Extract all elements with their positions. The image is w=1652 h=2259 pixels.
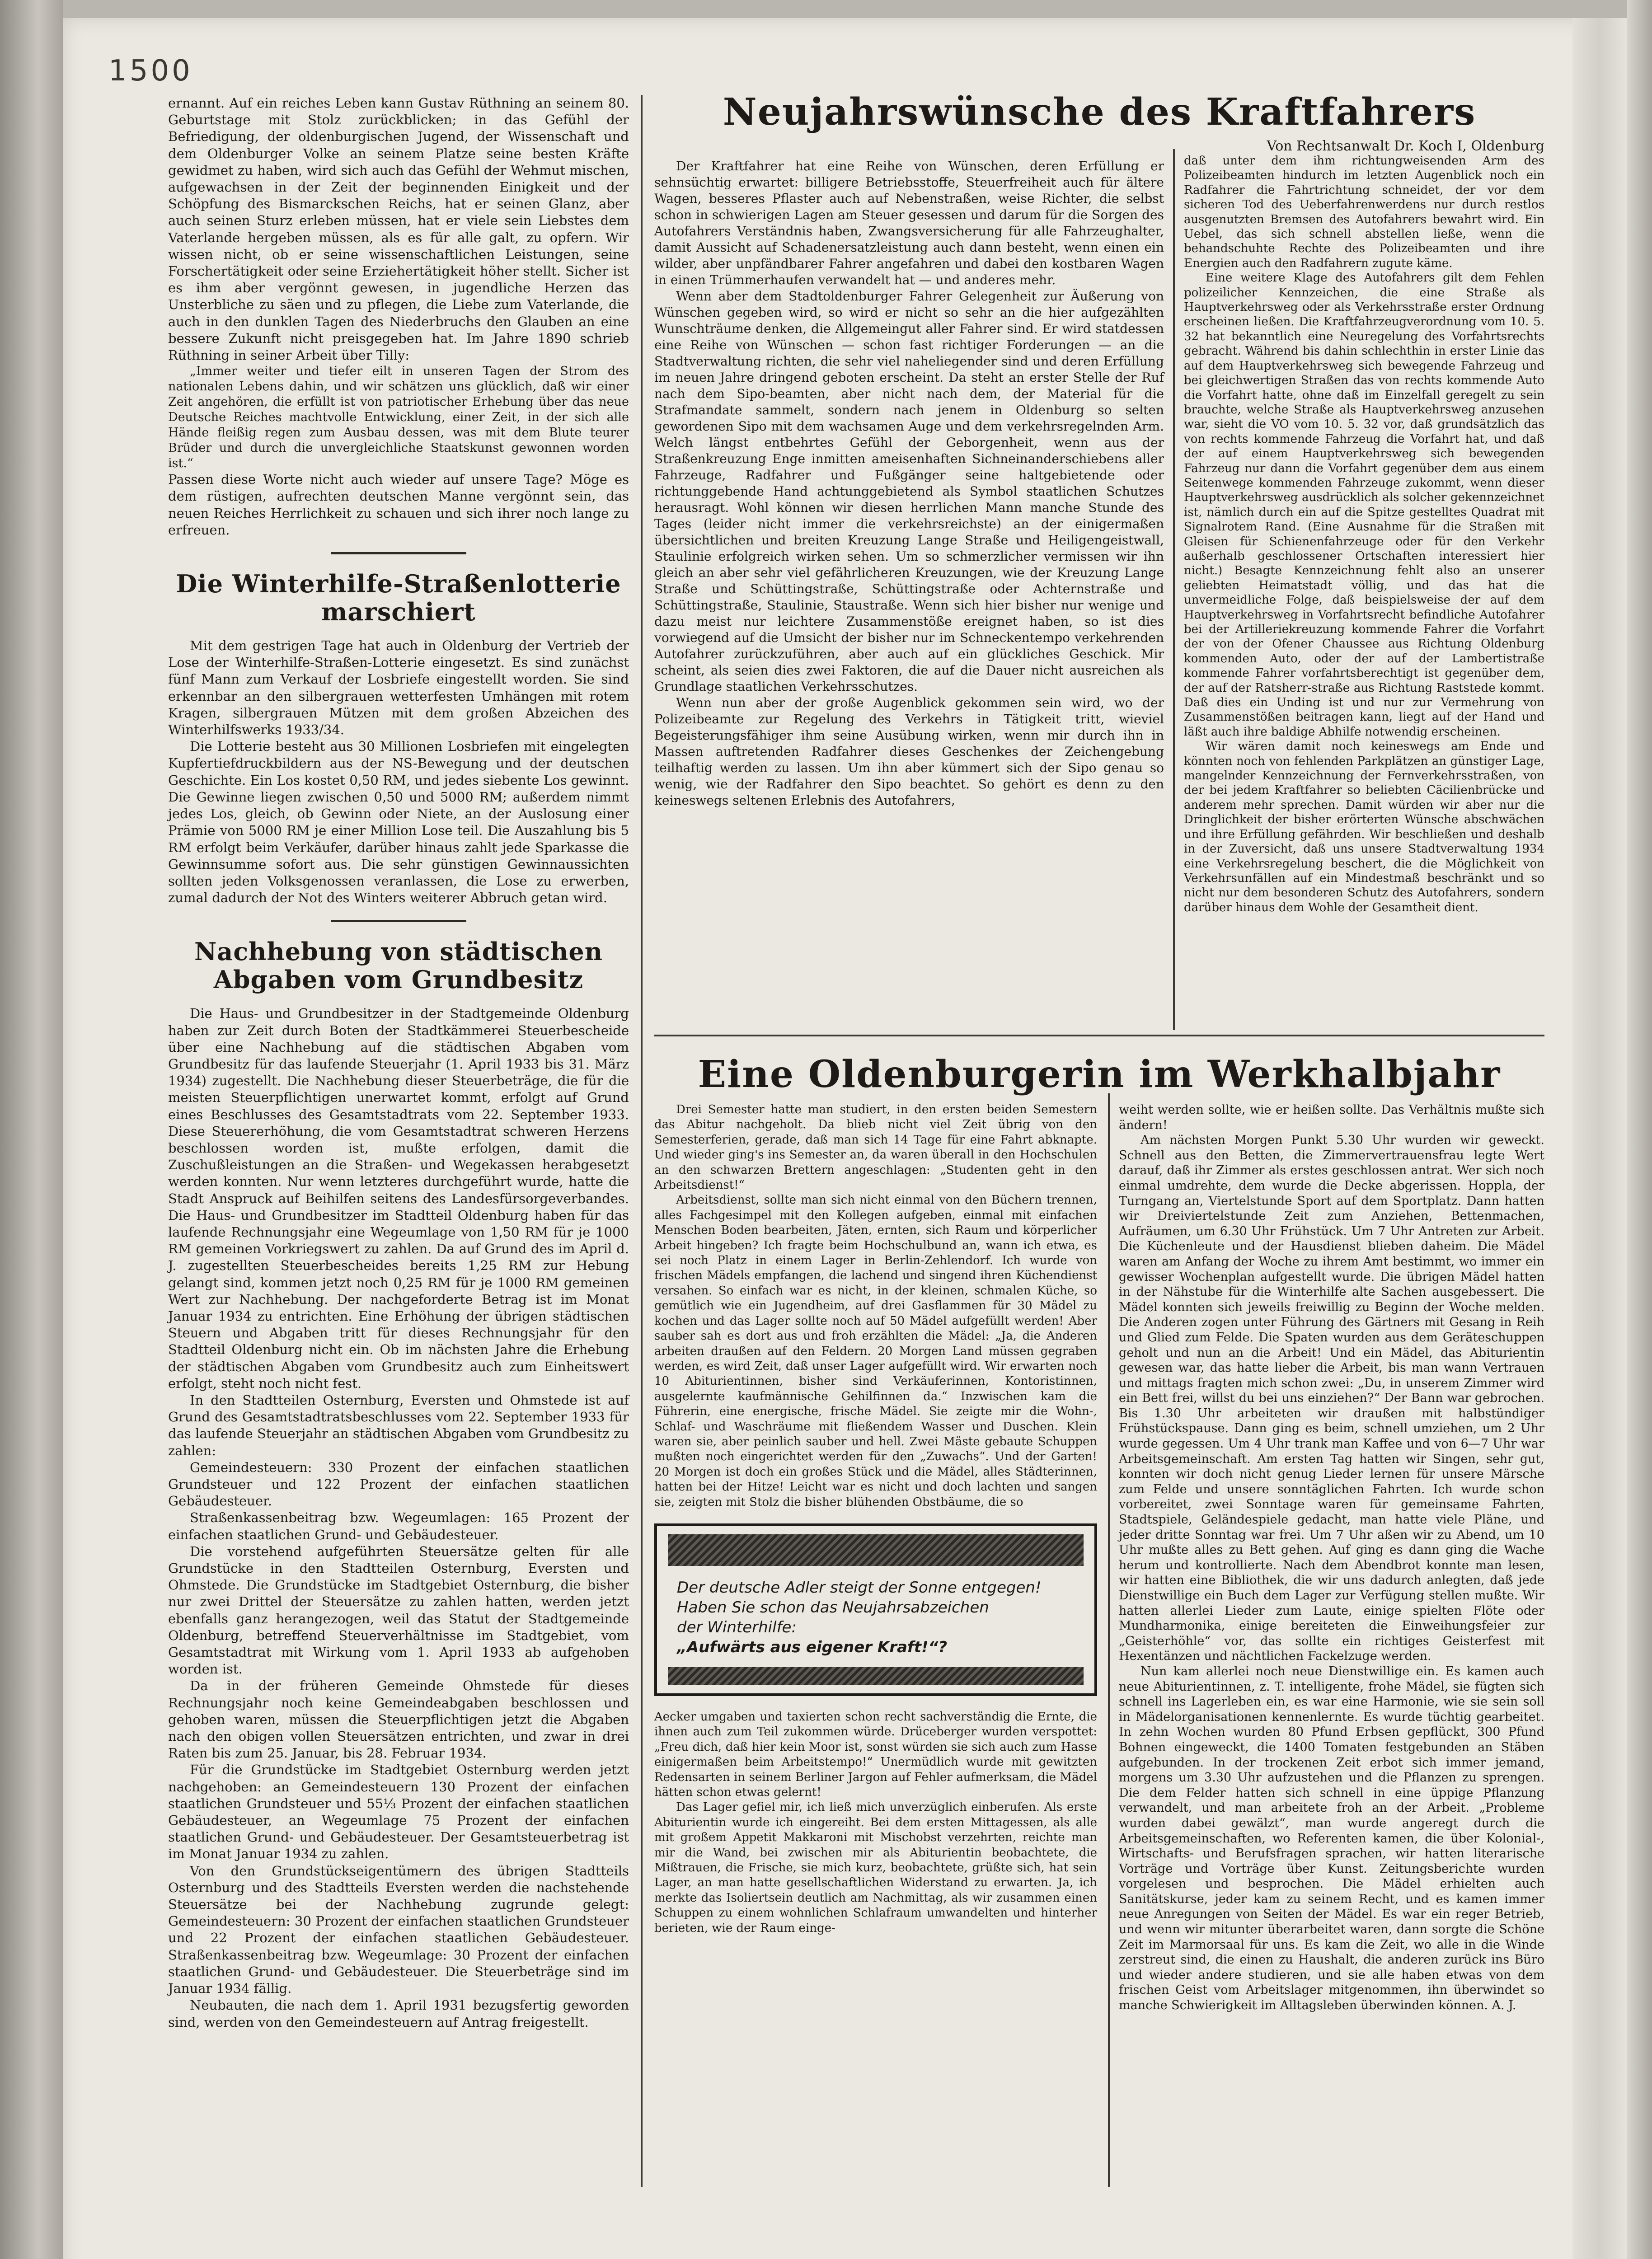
kraftfahrer-paragraph: Wir wären damit noch keineswegs am Ende und könnten noch von fehlenden Parkplätzen an günstiger Lage, mangelnder Kennzeichnung der Fernverkehrsstraßen, von der bei jedem Kraftfahrer so beliebten Cäcilienbrücke und anderem mehr sprechen. Damit würden wir aber nur die Dringlichkeit der bisher erörterten Wünsche abschwächen und ihre Erfüllung gefährden. Wir beschließen und deshalb in der Zuversicht, daß uns unsere Stadtverwaltung 1934 eine Verkehrsregelung beschert, die die Möglichkeit von Verkehrsunfällen auf ein Mindestmaß beschränkt und so nicht nur dem besonderen Schutz des Autofahrers, sondern darüber hinaus dem Wohle der Gesamtheit dient. xyxy=(1184,740,1544,914)
lotterie-headline: Die Winterhilfe-Straßenlotterie marschiert xyxy=(176,569,621,627)
kraftfahrer-paragraph: Wenn aber dem Stadtoldenburger Fahrer Gelegenheit zur Äußerung von Wünschen gegeben wird, so wird er nicht so sehr an die hier aufgezählten Wunschträume denken, die Allgemeingut aller Fahrer sind. Er wird statdessen eine Reihe von Wünschen — schon fast richtiger Forderungen — an die Stadtverwaltung richten, die sehr viel naheliegender sind und deren Erfüllung im neuen Jahre dringend geboten erscheint. Da steht an erster Stelle der Ruf nach dem Sipo-beamten, aber nicht nach dem, der Material für die Strafmandate sammelt, sondern nach jenem in Oldenburg so selten gewordenen Sipo mit dem wachsamen Auge und dem verkehrsregelnden Arm. Welch längst entbehrtes Gefühl der Geborgenheit, wenn aus der Straßenkreuzung Enge inmitten ameisenhaften Sichneinanderschiebens aller Fahrzeuge, Radfahrer und Fußgänger seine haltgebietende oder richtunggebende Hand achtunggebietend als Symbol staatlichen Schutzes herausragt. Wohl können wir diesen herrlichen Mann manche Stunde des Tages (leider nicht immer die verkehrsreichste) an der einigermaßen übersichtlichen und breiten Kreuzung Lange Straße und Heiligengeistwall, Staulinie erfolgreich wirken sehen. Um so schmerzlicher vermissen wir ihn gleich an aber sehr viel gefährlicheren Kreuzungen, wie der Kreuzung Lange Straße und Schüttingstraße, Schüttingstraße oder Achternstraße und Schüttingstraße, Staulinie, Staustraße. Wenn sich hier bisher nur wenige und dazu meist nur leichtere Zusammenstöße ereignet haben, so ist dies vorwiegend auf die Umsicht der bisher nur im Schneckentempo verkehrenden Autofahrer zurückzuführen, aber auch auf ein glückliches Geschick. Mir scheint, als seien dies zwei Faktoren, die auf die Dauer nicht ausreichen als Grundlage staatlichen Verkehrsschutzes. xyxy=(654,289,1164,694)
intro-closing: Passen diese Worte nicht auch wieder auf unsere Tage? Möge es dem rüstigen, aufrechten deutschen Manne vergönnt sein, das neuen Reiches Herrlichkeit zu schauen und sich ihrer noch lange zu erfreuen. xyxy=(168,472,629,538)
kraftfahrer-paragraph: Wenn nun aber der große Augenblick gekommen sein wird, wo der Polizeibeamte zur Regelung des Verkehrs in Tätigkeit tritt, wieviel Begeisterungsfähiger ihm seine Ausübung wirken, wenn mir durch ihn in Massen auftretenden Radfahrer dieses Geschenkes der Zeichengebung teilhaftig werden zu lassen. Um ihn aber kümmert sich der Sipo genau so wenig, wie der Radfahrer den Sipo beachtet. So gehört es denn zu den keineswegs seltenen Erlebnis des Autofahrers, xyxy=(654,695,1164,808)
winterhilfe-ad-box xyxy=(654,1523,1097,1696)
page-fold xyxy=(1572,18,1627,2259)
werkhalbjahr-column-a xyxy=(654,1102,1097,1936)
divider xyxy=(331,552,466,554)
ad-line: der Winterhilfe: xyxy=(677,1618,797,1636)
nachhebung-paragraph: Neubauten, die nach dem 1. April 1931 bezugsfertig geworden sind, werden von den Gemeindesteuern auf Antrag freigestellt. xyxy=(168,1997,629,2030)
werkhalbjahr-headline: Eine Oldenburgerin im Werkhalbjahr xyxy=(698,1053,1501,1096)
divider xyxy=(331,920,466,922)
werkhalbjahr-paragraph: Das Lager gefiel mir, ich ließ mich unverzüglich einberufen. Als erste Abiturientin wurde ich eingereiht. Bei dem ersten Mittagessen, als alle mit großem Appetit Makkaroni mit Mischobst verzehrten, reichte man mir die Wand, bei zwischen mir als Abiturientin beobachtete, die Mißtrauen, die Frische, sie mich kurz, beobachtete, grüßte sich, hat sein Lager, an man hatte gesellschaftlichen Widerstand zu erwarten. Ja, ich merkte das Isoliertsein deutlich am Nachmittag, als wir zusammen einen Schuppen zu einem wohnlichen Schlafraum umwandelten und hinterher berieten, wie der Raum einge- xyxy=(654,1800,1097,1935)
column-rule-left xyxy=(641,95,643,2187)
werkhalbjahr-column-b xyxy=(1119,1102,1544,2013)
column-rule-right xyxy=(1173,149,1175,1030)
nachhebung-paragraph: Die vorstehend aufgeführten Steuersätze gelten für alle Grundstücke in den Stadtteilen Osternburg, Eversten und Ohmstede. Die Grundstücke im Stadtgebiet Osternburg, die bisher nur zwei Drittel der Steuersätze zu zahlen hatten, werden jetzt ebenfalls ganz herangezogen, weil das Statut der Stadtgemeinde Oldenburg, betreffend Steuerverhältnisse im Stadtgebiet, vom Gesamtstadtrat mit Wirkung vom 1. April 1933 ab aufgehoben worden ist. xyxy=(168,1543,629,1677)
ad-pattern-bar xyxy=(668,1667,1084,1685)
lower-article-top-rule xyxy=(654,1035,1544,1036)
kraftfahrer-byline: Von Rechtsanwalt Dr. Koch I, Oldenburg xyxy=(1267,138,1544,154)
werkhalbjahr-paragraph: Aecker umgaben und taxierten schon recht sachverständig die Ernte, die ihnen auch zum Teil zukommen würde. Drüceberger wurden verspottet: „Freu dich, daß hier kein Moor ist, sonst würden sie sich auch zum Hasse einigermaßen beim Arbeitstempo!“ Unermüdlich wurde mit gewitzten Redensarten in seinem Berliner Jargon auf Fehler aufmerksam, die Mädel hätten schon etwas gelernt! xyxy=(654,1710,1097,1799)
nachhebung-paragraph: Von den Grundstückseigentümern des übrigen Stadtteils Osternburg und des Stadtteils Eversten werden die nachstehende Steuersätze bei der Nachhebung zugrunde gelegt: Gemeindesteuern: 30 Prozent der einfachen staatlichen Grundsteuer und 22 Prozent der einfachen staatlichen Gebäudesteuer. Straßenkassenbeitrag bzw. Wegeumlage: 30 Prozent der einfachen staatlichen Grund- und Gebäudesteuer. Die Steuerbeträge sind im Januar 1934 fällig. xyxy=(168,1863,629,1997)
nachhebung-paragraph: Da in der früheren Gemeinde Ohmstede für dieses Rechnungsjahr noch keine Gemeindeabgaben beschlossen und gehoben waren, müssen die Steuerpflichtigen jetzt die Abgaben nach den obigen vollen Steuersätzen entrichten, und zwar in drei Raten bis zum 25. Januar, bis 28. Februar 1934. xyxy=(168,1678,629,1761)
nachhebung-headline: Nachhebung von städtischen Abgaben vom Grundbesitz xyxy=(194,937,603,994)
werkhalbjahr-paragraph: Drei Semester hatte man studiert, in den ersten beiden Semestern das Abitur nachgeholt. Da blieb nicht viel Zeit übrig von den Semesterferien, gerade, daß man sich 14 Tage für eine Fahrt abknapte. Und wieder ging's ins Semester an, da waren überall in den Hochschulen an den schwarzen Brettern angeschlagen: „Studenten geht in den Arbeitsdienst!“ xyxy=(654,1103,1097,1192)
column-rule-lower xyxy=(1108,1093,1110,2187)
nachhebung-paragraph: Gemeindesteuern: 330 Prozent der einfachen staatlichen Grundsteuer und 122 Prozent der einfachen staatlichen Gebäudesteuer. xyxy=(168,1459,629,1509)
ad-slogan: „Aufwärts aus eigener Kraft!“? xyxy=(677,1638,948,1656)
lotterie-paragraph: Die Lotterie besteht aus 30 Millionen Losbriefen mit eingelegten Kupfertiefdruckbildern aus der NS-Bewegung und der deutschen Geschichte. Ein Los kostet 0,50 RM, und jedes siebente Los gewinnt. Die Gewinne liegen zwischen 0,50 und 5000 RM; außerdem nimmt jedes Los, gleich, ob Gewinn oder Niete, an der Auslosung einer Prämie von 5000 RM je einer Million Lose teil. Die Auszahlung bis 5 RM erfolgt beim Verkäufer, darüber hinaus zahlt jede Sparkasse die Gewinnsumme sofort aus. Die sehr günstigen Gewinnaussichten sollten jeden Volksgenossen veranlassen, die Lose zu erwerben, zumal dadurch der Not des Winters weiterer Abbruch getan wird. xyxy=(168,739,629,906)
scan-edge-left xyxy=(0,0,63,2259)
werkhalbjahr-paragraph: weiht werden sollte, wie er heißen sollte. Das Verhältnis mußte sich ändern! xyxy=(1119,1103,1544,1132)
nachhebung-paragraph: In den Stadtteilen Osternburg, Eversten und Ohmstede ist auf Grund des Gesamtstadtratsbeschlusses vom 22. September 1933 für das laufende Steuerjahr an städtischen Abgaben vom Grundbesitz zu zahlen: xyxy=(168,1392,629,1458)
scan-edge-right xyxy=(1627,0,1652,2259)
nachhebung-paragraph: Für die Grundstücke im Stadtgebiet Osternburg werden jetzt nachgehoben: an Gemeindesteuern 130 Prozent der einfachen staatlichen Grundsteuer und 55⅓ Prozent der einfachen staatlichen Gebäudesteuer, an Wegeumlage 75 Prozent der einfachen staatlichen Grund- und Gebäudesteuer. Der Gesamtsteuerbetrag ist im Monat Januar 1934 zu zahlen. xyxy=(168,1762,629,1862)
werkhalbjahr-paragraph: Am nächsten Morgen Punkt 5.30 Uhr wurden wir geweckt. Schnell aus den Betten, die Zimmervertrauensfrau legte Wert darauf, daß ihr Zimmer als erstes geschlossen antrat. Wer sich noch einmal umdrehte, dem wurde die Decke abgerissen. Hoppla, der Turngang an, Viertelstunde Sport auf dem Sportplatz. Dann hatten wir Dreiviertelstunde Zeit zum Anziehen, Bettenmachen, Aufräumen, um 6.30 Uhr Frühstück. Um 7 Uhr Antreten zur Arbeit. Die Küchenleute und der Hausdienst blieben daheim. Die Mädel waren am Anfang der Woche zu ihrem Amt bestimmt, wo immer ein gewisser Wochenplan aufgestellt wurde. Die übrigen Mädel hatten in der Nähstube für die Winterhilfe alte Sachen ausgebessert. Die Mädel konnten sich jeweils freiwillig zu Beginn der Woche melden. Die Anderen zogen unter Führung des Gärtners mit Gesang in Reih und Glied zum Felde. Die Spaten wurden aus dem Geräteschuppen geholt und nun an die Arbeit! Und ein Mädel, das Abiturientin gewesen war, das hatte lieber die Arbeit, bis man wann Vertrauen und mittags fragten mich schon zwei: „Du, in unserem Zimmer wird ein Bett frei, willst du bei uns einziehen?“ Der Bann war gebrochen. Bis 1.30 Uhr arbeiteten wir draußen mit halbstündiger Frühstückspause. Dann ging es beim, schnell umziehen, um 2 Uhr wurde gegessen. Um 4 Uhr trank man Kaffee und von 6—7 Uhr war Arbeitsgemeinschaft. Am ersten Tag hatten wir Singen, sehr gut, konnten wir doch nicht genug Lieder lernen für unsere Märsche zum Felde und unsere sonntäglichen Fahrten. Ich wurde schon vorbereitet, zwei Sonntage waren für gemeinsame Fahrten, Stadtspiele, Geländespiele gedacht, man hatte viele Pläne, und jeder dritte Sonntag war frei. Um 7 Uhr aßen wir zu Abend, um 10 Uhr mußte alles zu Bett gehen. Auf ging es dann ging die Wache herum und kontrollierte. Nach dem Abendbrot konnte man lesen, wir hatten eine Bibliothek, die wir uns dadurch anlegten, daß jede Dienstwillige ein Buch dem Lager zur Verfügung stellen mußte. Wir hatten allerlei Lieder zum Laute, einige spielten Flöte oder Mundharmonika, einige bereiteten die Einweihungsfeier zur „Geisterhöhle“ vor, das sollte ein richtiges Geisterfest mit Hexentänzen und nächtlichen Fackelzuge werden. xyxy=(1119,1133,1544,1664)
nachhebung-paragraph: Die Haus- und Grundbesitzer in der Stadtgemeinde Oldenburg haben zur Zeit durch Boten der Stadtkämmerei Steuerbescheide über eine Nachhebung auf die städtischen Abgaben vom Grundbesitz für das laufende Steuerjahr (1. April 1933 bis 31. März 1934) zugestellt. Die Nachhebung dieser Steuerbeträge, die für die meisten Steuerpflichtigen unerwartet kommt, erfolgt auf Grund eines Beschlusses des Gesamtstadtrats vom 22. September 1933. Diese Steuererhöhung, die vom Gesamtstadtrat schweren Herzens beschlossen worden ist, mußte erfolgen, damit die Zuschußleistungen an die Straßen- und Wegekassen herabgesetzt werden konnten. Nur wenn letzteres durchgeführt wurde, hatte die Stadt Anspruck auf Beihilfen seitens des Landesfürsorgeverbandes. Die Haus- und Grundbesitzer im Stadtteil Oldenburg haben für das laufende Rechnungsjahr eine Wegeumlage von 1,50 RM für je 1000 RM gemeinen Vorkriegswert zu zahlen. Da auf Grund des im April d. J. zugestellten Steuerbescheides bereits 1,25 RM zur Hebung gelangt sind, kommen jetzt noch 0,25 RM für je 1000 RM gemeinen Wert zur Nachhebung. Der nachgeforderte Betrag ist im Monat Januar 1934 zu entrichten. Eine Erhöhung der übrigen städtischen Steuern und Abgaben tritt für dieses Rechnungsjahr für den Stadtteil Oldenburg nicht ein. Ob im nächsten Jahre die Erhebung der städtischen Abgaben vom Grundbesitz auch zum Einheitswert erfolgt, steht noch nicht fest. xyxy=(168,1006,629,1391)
werkhalbjahr-paragraph: Nun kam allerlei noch neue Dienstwillige ein. Es kamen auch neue Abiturientinnen, z. T. intelligente, frohe Mädel, sie fügten sich schnell ins Lagerleben ein, es war eine Harmonie, wie sie sein soll in Mädelorganisationen kennenlernte. Es wurde tüchtig gearbeitet. In zehn Wochen wurden 80 Pfund Erbsen gepflückt, 300 Pfund Bohnen eingeweckt, die 1400 Tomaten festgebunden an Stäben aufgebunden. In der trockenen Zeit erbot sich immer jemand, morgens um 3.30 Uhr aufzustehen und die Pflanzen zu sprengen. Die dem Felder hatten sich schnell in eine üppige Pflanzung verwandelt, und man arbeitete froh an der Arbeit. „Probleme wurden dabei gewälzt“, man wurde angeregt durch die Arbeitsgemeinschaften, wo Referenten kamen, die über Kolonial-, Wirtschafts- und Berufsfragen sprachen, wir hatten literarische Vorträge und Vorträge über Kunst. Zeitungsberichte wurden vorgelesen und besprochen. Die Mädel erhielten auch Sanitätskurse, jeder kam zu seinem Recht, und es kamen immer neue Anregungen von Seiten der Mädel. Es war ein reger Betrieb, und wenn wir mitunter überarbeitet waren, dann sorgte die Schöne Zeit im Marmorsaal für uns. Es kam die Zeit, wo alle in die Winde zerstreut sind, die einen zu Haushalt, die anderen zurück ins Büro und wieder andere studieren, und sie alle haben etwas von dem frischen Geist vom Arbeitslager mitgenommen, ihn überwindet so manche Schwierigkeit im Alltagsleben überwinden können. A. J. xyxy=(1119,1664,1544,2013)
ad-line: Haben Sie schon das Neujahrsabzeichen xyxy=(677,1598,989,1617)
kraftfahrer-column-b xyxy=(1184,154,1544,915)
intro-paragraph: ernannt. Auf ein reiches Leben kann Gustav Rüthning an seinem 80. Geburtstage mit Stolz zurückblicken; in das Gefühl der Befriedigung, der oldenburgischen Jugend, der Wissenschaft und dem Oldenburger Volke an seinem Platze seine besten Kräfte gewidmet zu haben, wird sich auch das Gefühl der Wehmut mischen, aufgewachsen in der Zeit der beginnenden Einigkeit und der Schöpfung des Bismarckschen Reichs, hat er seinen Glanz, aber auch seinen Sturz erleben müssen, hat er viele sein Liebstes dem Vaterlande hergeben müssen, als es für alle galt, zu opfern. Wir wissen nicht, ob er seine wissenschaftlichen Leistungen, seine Forschertätigkeit oder seine Erziehertätigkeit höher stellt. Sicher ist es ihm aber vergönnt gewesen, in jugendliche Herzen das Unsterbliche zu säen und zu pflegen, die Liebe zum Vaterlande, die auch in den dunklen Tagen des Niederbruchs den Glauben an eine bessere Zukunft nicht preisgegeben hat. Im Jahre 1890 schrieb Rüthning in seiner Arbeit über Tilly: xyxy=(168,95,629,363)
rüthning-quote: „Immer weiter und tiefer eilt in unseren Tagen der Strom des nationalen Lebens dahin, und wir schätzen uns glücklich, daß wir einer Zeit angehören, die erfüllt ist von patriotischer Erhebung über das neue Deutsche Reiches machtvolle Entwicklung, einer Zeit, in der sich alle Hände fleißig regen zum Ausbau dessen, was mit dem Blute teurer Brüder und durch die unvergleichliche Staatskunst gewonnen worden ist.“ xyxy=(168,364,629,471)
ad-pattern-bar xyxy=(668,1534,1084,1566)
kraftfahrer-paragraph: Der Kraftfahrer hat eine Reihe von Wünschen, deren Erfüllung er sehnsüchtig erwartet: billigere Betriebsstoffe, Steuerfreiheit auch für ältere Wagen, besseres Pflaster auch auf Nebenstraßen, weise Richter, die selbst schon in schwierigen Lagen am Steuer gesessen und darum für die Sorgen des Autofahrers Verständnis haben, Zwangsversicherung für alle Fahrzeughalter, damit Aussicht auf Schadenersatzleistung auch dann besteht, wenn einen ein wilder, aber unpfändbarer Fahrer angefahren und dabei den kostbaren Wagen in einen Trümmerhaufen verwandelt hat — und anderes mehr. xyxy=(654,159,1164,287)
ad-line: Der deutsche Adler steigt der Sonne entgegen! xyxy=(677,1578,1042,1597)
nachhebung-paragraph: Straßenkassenbeitrag bzw. Wegeumlagen: 165 Prozent der einfachen staatlichen Grund- und Gebäudesteuer. xyxy=(168,1510,629,1542)
kraftfahrer-paragraph: daß unter dem ihm richtungweisenden Arm des Polizeibeamten hindurch im letzten Augenblick noch ein Radfahrer die Fahrtrichtung schneidet, der vor dem sicheren Tod des Ueberfahrenwerdens nur durch restlos ausgenutzten Bremsen des Autofahrers bewahrt wird. Ein Uebel, das sich schnell abstellen ließe, wenn die behandschuhte Rechte des Polizeibeamten und ihre Energien auch den Radfahrern zugute käme. xyxy=(1184,154,1544,270)
page-number: 1500 xyxy=(108,54,193,88)
left-column xyxy=(168,95,629,2031)
kraftfahrer-paragraph: Eine weitere Klage des Autofahrers gilt dem Fehlen polizeilicher Kennzeichen, die eine Straße als Hauptverkehrsweg oder als Verkehrsstraße erster Ordnung erscheinen ließen. Die Kraftfahrzeugverordnung vom 10. 5. 32 hat bekanntlich eine Neuregelung des Vorfahrtsrechts gebracht. Während bis dahin schlechthin in erster Linie das auf dem Hauptverkehrsweg sich bewegende Fahrzeug und bei gleichwertigen Straßen das von rechts kommende Auto die Vorfahrt hatte, ohne daß im Einzelfall geregelt zu sein brauchte, welche Straße als Hauptverkehrsweg anzusehen war, sieht die VO vom 10. 5. 32 vor, daß grundsätzlich das von rechts kommende Fahrzeug die Vorfahrt hat, und daß der auf einem Hauptverkehrsweg sich bewegenden Fahrzeug nur dann die Vorfahrt gegenüber dem aus einem Seitenwege kommenden Fahrzeuge zukommt, wenn dieser Hauptverkehrsweg ausdrücklich als solcher gekennzeichnet ist, nämlich durch ein auf die Spitze gestelltes Quadrat mit Signalrotem Rand. (Eine Ausnahme für die Straßen mit Gleisen für Schienenfahrzeuge oder für den Verkehr außerhalb geschlossener Ortschaften interessiert hier nicht.) Besagte Kennzeichnung fehlt also an unserer geliebten Heimatstadt völlig, und das hat die unvermeidliche Folge, daß beispielsweise der auf dem Hauptverkehrsweg in Vorfahrtsrecht befindliche Autofahrer bei der Artilleriekreuzung kommende Fahrer die Vorfahrt der von der Ofener Chaussee aus Richtung Oldenburg kommenden Auto, oder der auf der Lambertistraße kommende Fahrer vorfahrtsberechtigt ist gegenüber dem, der auf der Ratsherr-straße aus Richtung Raststede kommt. Daß dies ein Unding ist und nur zur Vermehrung von Zusammenstößen beitragen kann, liegt auf der Hand und läßt auch ihre baldige Abhilfe notwendig erscheinen. xyxy=(1184,271,1544,739)
kraftfahrer-headline: Neujahrswünsche des Kraftfahrers xyxy=(723,90,1476,134)
kraftfahrer-column-a xyxy=(654,158,1164,809)
lotterie-paragraph: Mit dem gestrigen Tage hat auch in Oldenburg der Vertrieb der Lose der Winterhilfe-Straßen-Lotterie eingesetzt. Es sind zunächst fünf Mann zum Verkauf der Losbriefe eingestellt worden. Sie sind erkennbar an den silbergrauen wetterfesten Umhängen mit rotem Kragen, silbergrauen Mützen mit dem großen Abzeichen des Winterhilfswerks 1933/34. xyxy=(168,638,629,738)
werkhalbjahr-paragraph: Arbeitsdienst, sollte man sich nicht einmal von den Büchern trennen, alles Fachgesimpel mit den Kollegen aufgeben, einmal mit einfachen Menschen Boden bearbeiten, Jäten, ernten, sich Raum und körperlicher Arbeit hingeben? Ich fragte beim Hochschulbund an, wann ich etwa, es sei noch Platz in einem Lager in Berlin-Zehlendorf. Ich wurde von frischen Mädels empfangen, die lachend und singend ihren Küchendienst versahen. So einfach war es nicht, in der kleinen, schmalen Küche, so gemütlich wie ein Jugendheim, auf drei Gasflammen für 30 Mädel zu kochen und das Lager sollte noch auf 50 Mädel aufgefüllt werden! Aber sauber sah es dort aus und froh erzählten die Mädel: „Ja, die Anderen arbeiten draußen auf den Feldern. 20 Morgen Land müssen gegraben werden, es wird Zeit, daß unser Lager aufgefüllt wird. Wir erwarten noch 10 Abiturientinnen, bisher sind Verkäuferinnen, Kontoristinnen, ausgelernte kaufmännische Gehilfinnen da.“ Inzwischen kam die Führerin, eine energische, frische Mädel. Sie zeigte mir die Wohn-, Schlaf- und Waschräume mit fließendem Wasser und Duschen. Klein waren sie, aber peinlich sauber und hell. Zwei Mäste gebaute Schuppen mußten noch eingerichtet werden für den „Zuwachs“. Und der Garten! 20 Morgen ist doch ein großes Stück und die Mädel, alles Städterinnen, hatten bei der Hitze! Leicht war es nicht und doch lachten und sangen sie, zeigten mit Stolz die bisher blühenden Obstbäume, die so xyxy=(654,1193,1097,1509)
